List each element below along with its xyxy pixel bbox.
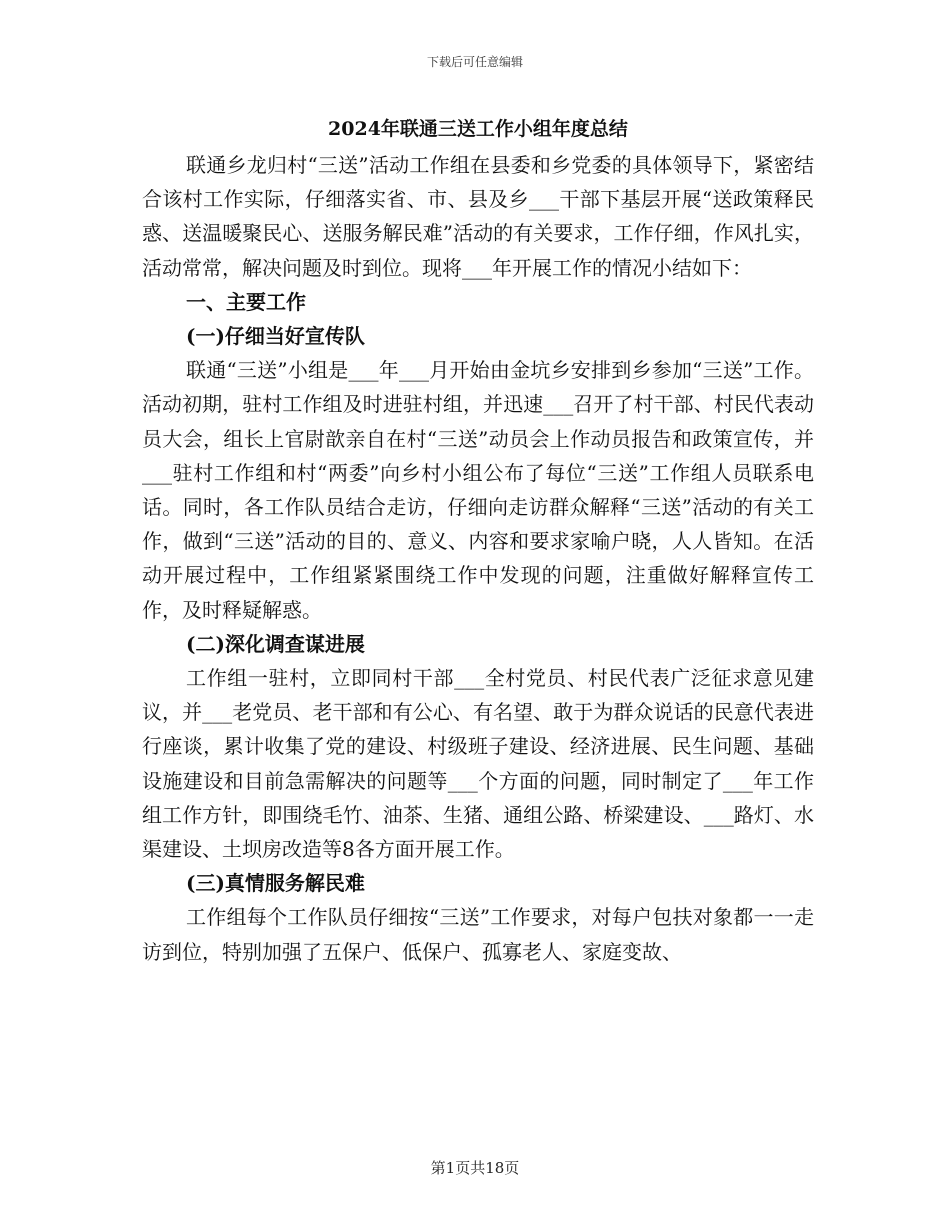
subsection-paragraph-propaganda: 联通“三送”小组是___年___月开始由金坑乡安排到乡参加“三送”工作。活动初期，驻村工作组及时进驻村组，并迅速___召开了村干部、村民代表动员大会，组长上官尉歆亲自在村“三送”动员会上作动员报告和政策宣传，并___驻村工作组和村“两委”向乡村小组公布了每位“三送”工作组人员联系电话。同时，各工作队员结合走访，仔细向走访群众解释“三送”活动的有关工作，做到“三送”活动的目的、意义、内容和要求家喻户晓，人人皆知。在活动开展过程中，工作组紧紧围绕工作中发现的问题，注重做好解释宣传工作，及时释疑解惑。 [142,358,814,622]
page-number-footer: 第1页共18页 [430,1159,520,1177]
intro-paragraph: 联通乡龙归村“三送”活动工作组在县委和乡党委的具体领导下，紧密结合该村工作实际，仔细落实省、市、县及乡___干部下基层开展“送政策释民惑、送温暖聚民心、送服务解民难”活动的有关要求，工作仔细，作风扎实，活动常常，解决问题及时到位。现将___年开展工作的情况小结如下： [142,153,814,280]
subsection-paragraph-service: 工作组每个工作队员仔细按“三送”工作要求，对每户包扶对象都一一走访到位，特别加强了五保户、低保户、孤寡老人、家庭变故、 [142,905,814,964]
subsection-paragraph-investigation: 工作组一驻村，立即同村干部___全村党员、村民代表广泛征求意见建议，并___老党员、老干部和有公心、有名望、敢于为群众说话的民意代表进行座谈，累计收集了党的建设、村级班子建设、经济进展、民生问题、基础设施建设和目前急需解决的问题等___个方面的问题，同时制定了___年工作组工作方针，即围绕毛竹、油茶、生猪、通组公路、桥梁建设、___路灯、水渠建设、土坝房改造等8各方面开展工作。 [142,666,814,862]
subsection-heading-propaganda: (一)仔细当好宣传队 [186,324,365,349]
section-heading-main-work: 一、主要工作 [186,289,306,314]
page-header-note: 下载后可任意编辑 [426,55,523,69]
subsection-heading-investigation: (二)深化调查谋进展 [186,631,365,656]
document-title: 2024年联通三送工作小组年度总结 [328,118,628,140]
subsection-heading-service: (三)真情服务解民难 [186,871,365,896]
document-body [142,112,814,969]
